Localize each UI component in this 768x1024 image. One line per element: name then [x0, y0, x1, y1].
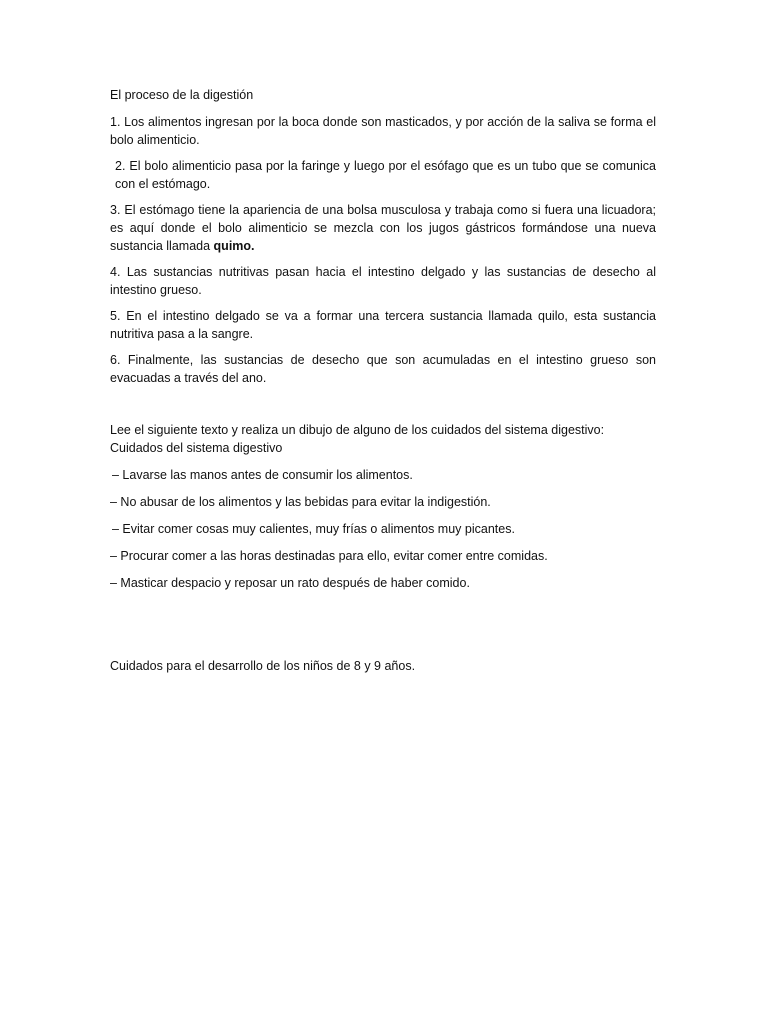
care-intro-line: Lee el siguiente texto y realiza un dibujo de alguno de los cuidados del sistema digestivo:	[110, 423, 605, 437]
step-3-text: 3. El estómago tiene la apariencia de una bolsa musculosa y trabaja como si fuera una licuadora; es aquí donde el bolo alimenticio se mezcla con los jugos gástricos formándose una nueva sustancia llamada	[110, 203, 656, 253]
care-intro	[110, 421, 656, 457]
document-page	[110, 86, 656, 675]
step-3	[110, 201, 656, 255]
step-6: 6. Finalmente, las sustancias de desecho que son acumuladas en el intestino grueso son evacuadas a través del ano.	[110, 353, 656, 385]
section-spacer	[110, 395, 656, 421]
care-item-1: – Lavarse las manos antes de consumir los alimentos.	[112, 468, 413, 482]
step-1: 1. Los alimentos ingresan por la boca donde son masticados, y por acción de la saliva se forma el bolo alimenticio.	[110, 115, 656, 147]
section-spacer-2	[110, 601, 656, 657]
closing-line: Cuidados para el desarrollo de los niños de 8 y 9 años.	[110, 659, 416, 673]
document-title: El proceso de la digestión	[110, 88, 254, 102]
step-4: 4. Las sustancias nutritivas pasan hacia el intestino delgado y las sustancias de desecho al intestino grueso.	[110, 265, 656, 297]
care-item-5: – Masticar despacio y reposar un rato después de haber comido.	[110, 576, 470, 590]
step-5: 5. En el intestino delgado se va a formar una tercera sustancia llamada quilo, esta sustancia nutritiva pasa a la sangre.	[110, 309, 656, 341]
care-item-2: – No abusar de los alimentos y las bebidas para evitar la indigestión.	[110, 495, 491, 509]
care-item-4: – Procurar comer a las horas destinadas para ello, evitar comer entre comidas.	[110, 549, 548, 563]
step-3-bold-term: quimo.	[213, 239, 255, 253]
care-item-3: – Evitar comer cosas muy calientes, muy frías o alimentos muy picantes.	[112, 522, 515, 536]
care-heading: Cuidados del sistema digestivo	[110, 441, 283, 455]
step-2: 2. El bolo alimenticio pasa por la faringe y luego por el esófago que es un tubo que se comunica con el estómago.	[115, 159, 656, 191]
